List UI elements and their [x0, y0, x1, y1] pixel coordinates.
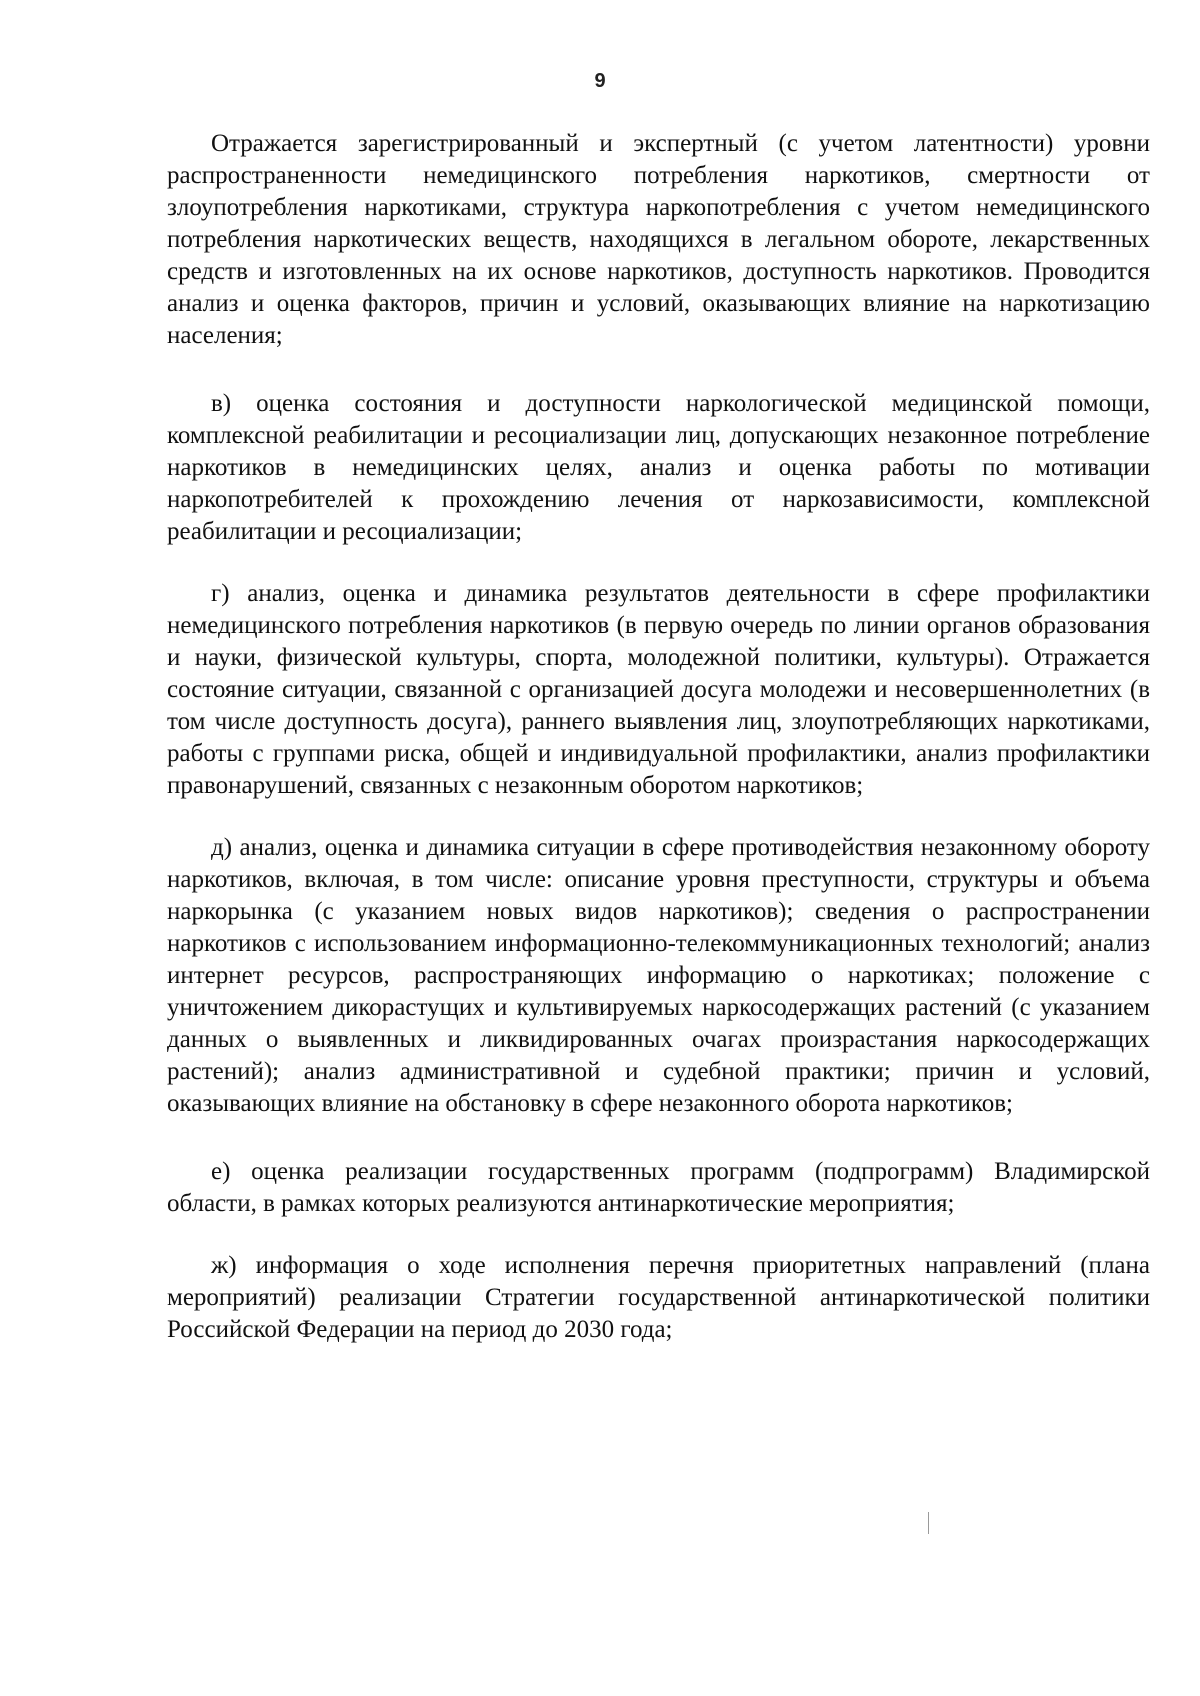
- page-number: 9: [594, 70, 606, 92]
- paragraph-item-d: д) анализ, оценка и динамика ситуации в сфере противодействия незаконному обороту наркотиков, включая, в том числе: описание уровня преступности, структуры и объема наркорынка (с указанием новых видов наркотиков); сведения о распространении наркотиков с использованием информационно-телекоммуникационных технологий; анализ интернет ресурсов, распространяющих информацию о наркотиках; положение с уничтожением дикорастущих и культивируемых наркосодержащих растений (с указанием данных о выявленных и ликвидированных очагах произрастания наркосодержащих растений); анализ административной и судебной практики; причин и условий, оказывающих влияние на обстановку в сфере незаконного оборота наркотиков;: [167, 834, 1150, 1117]
- document-body: [167, 128, 1150, 1376]
- paragraph-item-g: г) анализ, оценка и динамика результатов деятельности в сфере профилактики немедицинского потребления наркотиков (в первую очередь по линии органов образования и науки, физической культуры, спорта, молодежной политики, культуры). Отражается состояние ситуации, связанной с организацией досуга молодежи и несовершеннолетних (в том числе доступность досуга), раннего выявления лиц, злоупотребляющих наркотиками, работы с группами риска, общей и индивидуальной профилактики, анализ профилактики правонарушений, связанных с незаконным оборотом наркотиков;: [167, 580, 1150, 799]
- paragraph-prevalence-levels: Отражается зарегистрированный и экспертный (с учетом латентности) уровни распространенности немедицинского потребления наркотиков, смертности от злоупотребления наркотиками, структура наркопотребления с учетом немедицинского потребления наркотических веществ, находящихся в легальном обороте, лекарственных средств и изготовленных на их основе наркотиков, доступность наркотиков. Проводится анализ и оценка факторов, причин и условий, оказывающих влияние на наркотизацию населения;: [167, 130, 1150, 349]
- paragraph-item-e: е) оценка реализации государственных программ (подпрограмм) Владимирской области, в рамках которых реализуются антинаркотические мероприятия;: [167, 1158, 1150, 1217]
- paragraph-item-zh: ж) информация о ходе исполнения перечня приоритетных направлений (плана мероприятий) реализации Стратегии государственной антинаркотической политики Российской Федерации на период до 2030 года;: [167, 1252, 1150, 1343]
- paragraph-item-v: в) оценка состояния и доступности наркологической медицинской помощи, комплексной реабилитации и ресоциализации лиц, допускающих незаконное потребление наркотиков в немедицинских целях, анализ и оценка работы по мотивации наркопотребителей к прохождению лечения от наркозависимости, комплексной реабилитации и ресоциализации;: [167, 390, 1150, 545]
- scan-artifact-mark: [928, 1512, 929, 1534]
